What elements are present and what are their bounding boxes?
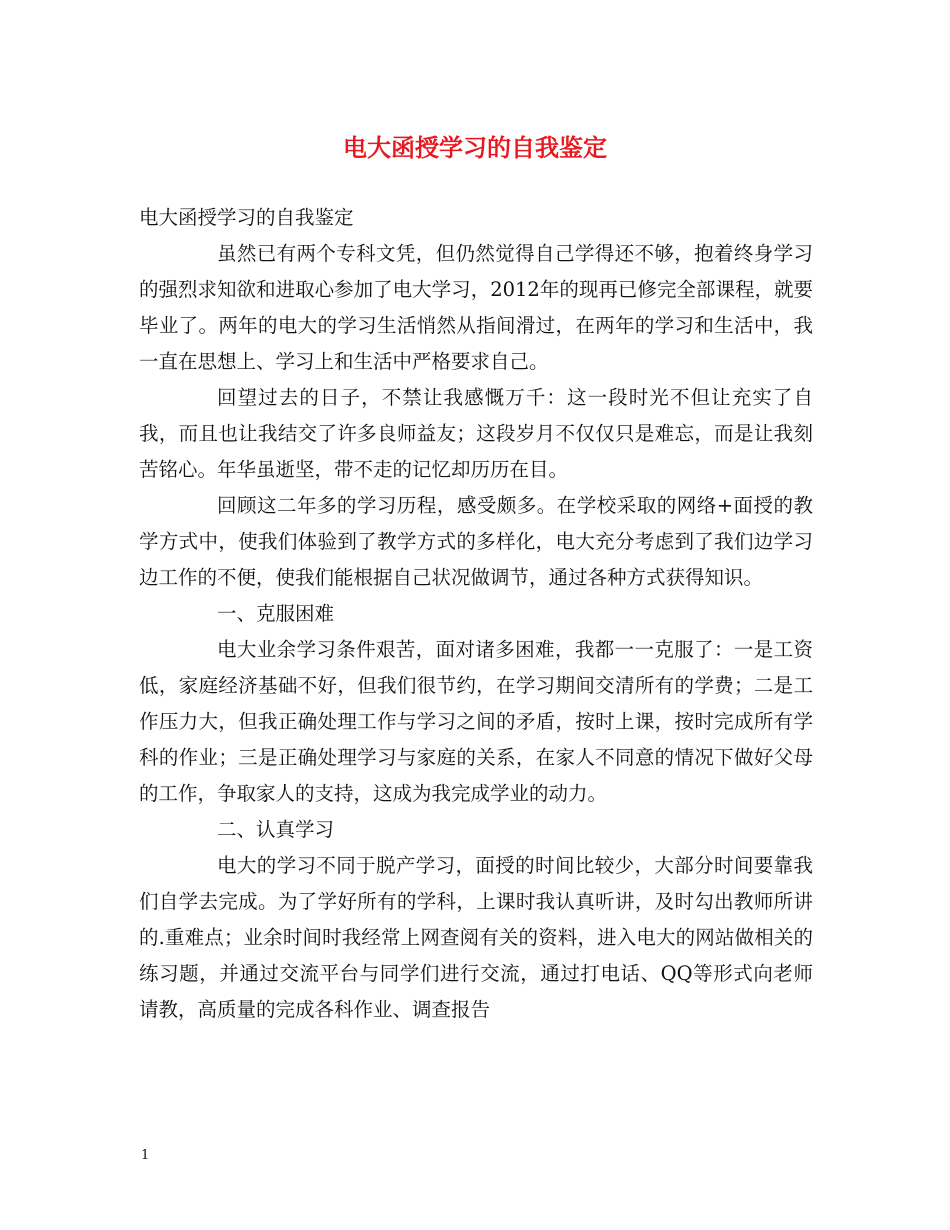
- page-number: 1: [141, 1148, 150, 1163]
- document-title: 电大函授学习的自我鉴定: [343, 133, 607, 162]
- document-subtitle: 电大函授学习的自我鉴定: [139, 206, 354, 229]
- section-heading-overcome-difficulties: 一、克服困难: [217, 602, 335, 625]
- section-heading-study-hard: 二、认真学习: [217, 818, 335, 841]
- paragraph-difficulties: 电大业余学习条件艰苦，面对诸多困难，我都一一克服了：一是工资低，家庭经济基础不好，但我们很节约，在学习期间交清所有的学费；二是工作压力大，但我正确处理工作与学习之间的矛盾，按时上课，按时完成所有学科的作业；三是正确处理学习与家庭的关系，在家人不同意的情况下做好父母的工作，争取家人的支持，这成为我完成学业的动力。: [139, 638, 813, 805]
- document-body: [139, 200, 813, 1028]
- paragraph-study: 电大的学习不同于脱产学习，面授的时间比较少，大部分时间要靠我们自学去完成。为了学好所有的学科，上课时我认真听讲，及时勾出教师所讲的.重难点；业余时间时我经常上网查阅有关的资料，进入电大的网站做相关的练习题，并通过交流平台与同学们进行交流，通过打电话、QQ等形式向老师请教，高质量的完成各科作业、调查报告: [139, 854, 813, 1021]
- paragraph-review: 回顾这二年多的学习历程，感受颇多。在学校采取的网络+面授的教学方式中，使我们体验到了教学方式的多样化，电大充分考虑到了我们边学习边工作的不便，使我们能根据自己状况做调节，通过各种方式获得知识。: [139, 494, 813, 589]
- paragraph-reflection: 回望过去的日子，不禁让我感慨万千：这一段时光不但让充实了自我，而且也让我结交了许多良师益友；这段岁月不仅仅只是难忘，而是让我刻苦铭心。年华虽逝坚，带不走的记忆却历历在目。: [139, 386, 813, 481]
- paragraph-intro: 虽然已有两个专科文凭，但仍然觉得自己学得还不够，抱着终身学习的强烈求知欲和进取心参加了电大学习，2012年的现再已修完全部课程，就要毕业了。两年的电大的学习生活悄然从指间滑过，在两年的学习和生活中，我一直在思想上、学习上和生活中严格要求自己。: [139, 242, 813, 373]
